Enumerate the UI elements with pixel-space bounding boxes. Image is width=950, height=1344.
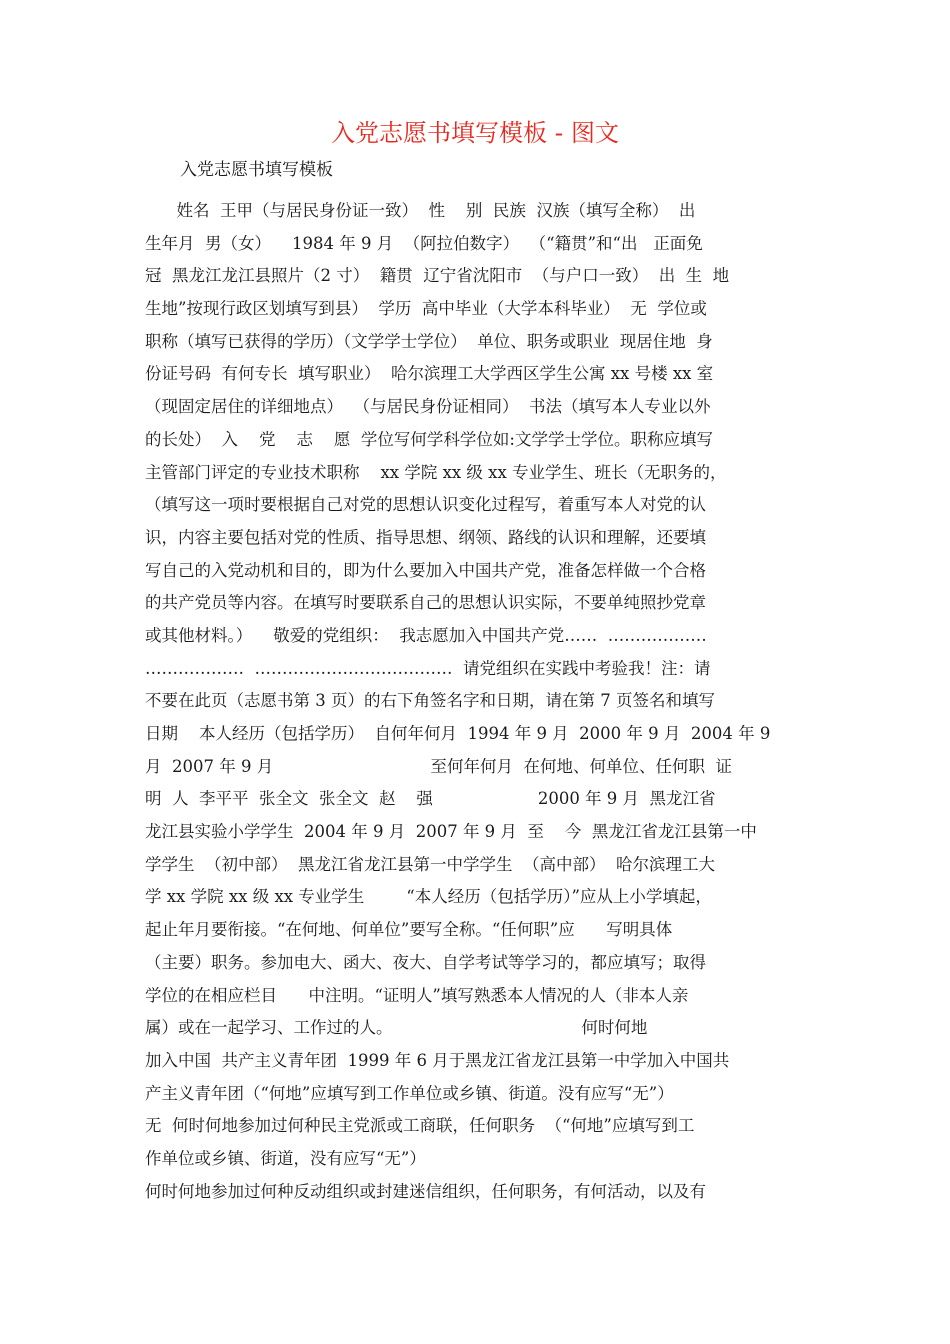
body-text-line: 识，内容主要包括对党的性质、指导思想、纲领、路线的认识和理解，还要填 xyxy=(145,527,706,547)
body-text-line: 学学生 （初中部） 黑龙江省龙江县第一中学学生 （高中部） 哈尔滨理工大 xyxy=(145,854,715,874)
document-title: 入党志愿书填写模板 - 图文 xyxy=(331,119,619,147)
body-text-line: 或其他材料。） 敬爱的党组织： 我志愿加入中国共产党…… ……………… xyxy=(145,625,707,645)
body-text-line: （填写这一项时要根据自己对党的思想认识变化过程写，着重写本人对党的认 xyxy=(145,495,706,515)
body-text-line: （现固定居住的详细地点） （与居民身份证相同） 书法（填写本人专业以外 xyxy=(145,397,711,417)
body-text-line: 月 2007 年 9 月 至何年何月 在何地、何单位、任何职 证 xyxy=(145,756,733,776)
document-subtitle: 入党志愿书填写模板 xyxy=(180,160,333,180)
body-text-line: 生年月 男（女） 1984 年 9 月 （阿拉伯数字） （“籍贯”和“出 正面免 xyxy=(145,233,703,253)
body-text-line: ……………… ……………………………… 请党组织在实践中考验我！注：请 xyxy=(145,658,711,678)
body-text-line: 加入中国 共产主义青年团 1999 年 6 月于黑龙江省龙江县第一中学加入中国共 xyxy=(145,1050,730,1070)
body-text-line: 龙江县实验小学学生 2004 年 9 月 2007 年 9 月 至 今 黑龙江省龙江县第一中 xyxy=(145,822,757,842)
body-text-line: 的长处） 入 党 志 愿 学位写何学科学位如:文学学士学位。职称应填写 xyxy=(145,429,713,449)
body-text-line: 无 何时何地参加过何种民主党派或工商联，任何职务 （“何地”应填写到工 xyxy=(145,1116,695,1136)
document-body xyxy=(145,195,807,1208)
body-text-line: 学位的在相应栏目 中注明。“证明人”填写熟悉本人情况的人（非本人亲 xyxy=(145,985,689,1005)
body-text-line: 姓名 王甲（与居民身份证一致） 性 别 民族 汉族（填写全称） 出 xyxy=(145,201,696,220)
body-text-line: 冠 黑龙江龙江县照片（2 寸） 籍贯 辽宁省沈阳市 （与户口一致） 出 生 地 xyxy=(145,266,730,286)
body-text-line: 产主义青年团（“何地”应填写到工作单位或乡镇、街道。没有应写“无”） xyxy=(145,1083,674,1103)
body-text-line: 何时何地参加过何种反动组织或封建迷信组织，任何职务，有何活动，以及有 xyxy=(145,1181,706,1201)
body-text-line: 的共产党员等内容。在填写时要联系自己的思想认识实际，不要单纯照抄党章 xyxy=(145,593,706,613)
body-text-line: 生地”按现行政区划填写到县） 学历 高中毕业（大学本科毕业） 无 学位或 xyxy=(145,299,707,319)
body-text-line: 属）或在一起学习、工作过的人。 何时何地 xyxy=(145,1018,648,1038)
body-text-line: 不要在此页（志愿书第 3 页）的右下角签名字和日期，请在第 7 页签名和填写 xyxy=(145,691,715,711)
body-text-line: 日期 本人经历（包括学历） 自何年何月 1994 年 9 月 2000 年 9 月 2004 年 9 xyxy=(145,724,771,743)
body-text-line: 起止年月要衔接。“在何地、何单位”要写全称。“任何职”应 写明具体 xyxy=(145,920,673,940)
body-text-line: 份证号码 有何专长 填写职业） 哈尔滨理工大学西区学生公寓 xx 号楼 xx 室 xyxy=(145,364,714,384)
body-text-line: 写自己的入党动机和目的，即为什么要加入中国共产党，准备怎样做一个合格 xyxy=(145,560,706,580)
body-text-line: （主要）职务。参加电大、函大、夜大、自学考试等学习的，都应填写；取得 xyxy=(145,952,706,972)
body-text-line: 主管部门评定的专业技术职称 xx 学院 xx 级 xx 专业学生、班长（无职务的， xyxy=(145,462,727,482)
body-text-line: 学 xx 学院 xx 级 xx 专业学生 “本人经历（包括学历）”应从上小学填起， xyxy=(145,887,712,907)
body-text-line: 职称（填写已获得的学历）（文学学士学位） 单位、职务或职业 现居住地 身 xyxy=(145,331,713,351)
body-text-line: 作单位或乡镇、街道，没有应写“无”） xyxy=(145,1148,426,1168)
body-text-line: 明 人 李平平 张全文 张全文 赵 强 2000 年 9 月 黑龙江省 xyxy=(145,789,716,809)
